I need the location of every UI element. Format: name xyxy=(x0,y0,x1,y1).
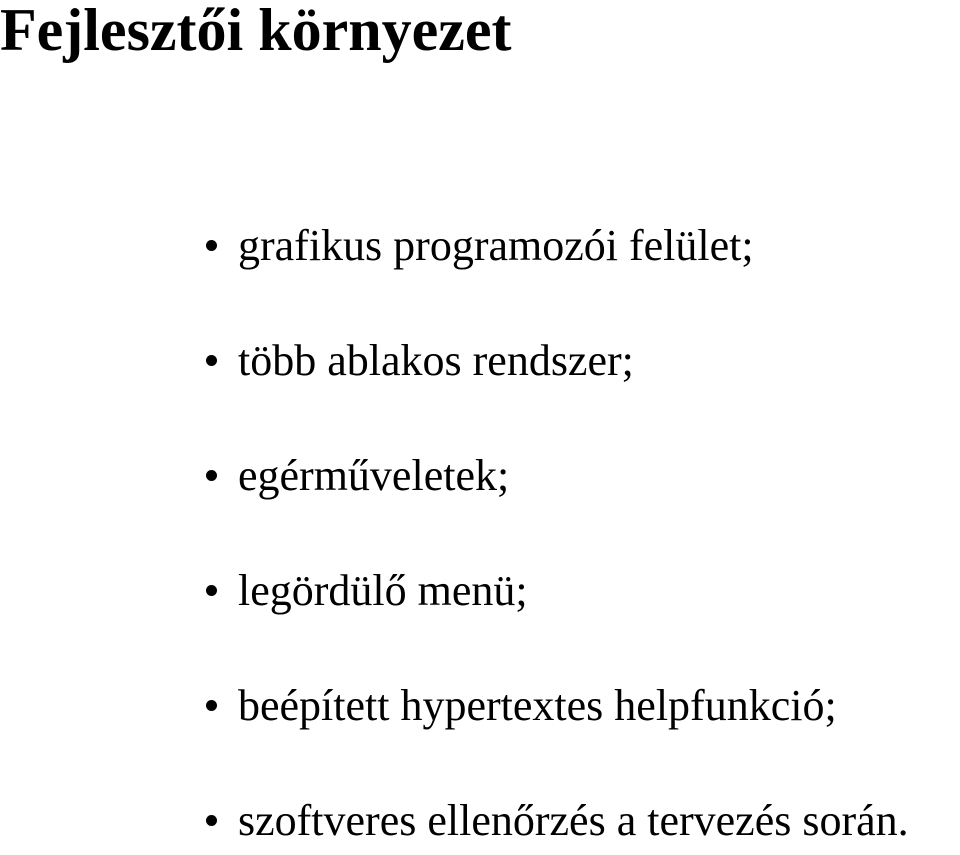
list-item-text: legördülő menü; xyxy=(238,566,528,615)
bullet-dot-icon xyxy=(206,700,217,711)
list-item xyxy=(205,335,909,450)
bullet-dot-icon xyxy=(206,585,217,596)
bullet-list xyxy=(205,220,909,855)
bullet-dot-icon xyxy=(206,355,217,366)
list-item xyxy=(205,220,909,335)
list-item-text: szoftveres ellenőrzés a tervezés során. xyxy=(238,796,909,845)
list-item-text: beépített hypertextes helpfunkció; xyxy=(238,681,837,730)
bullet-dot-icon xyxy=(206,815,217,826)
bullet-dot-icon xyxy=(206,240,217,251)
list-item-text: több ablakos rendszer; xyxy=(238,336,634,385)
list-item-text: grafikus programozói felület; xyxy=(238,221,754,270)
list-item xyxy=(205,450,909,565)
list-item-text: egérműveletek; xyxy=(238,451,510,500)
bullet-dot-icon xyxy=(206,470,217,481)
list-item xyxy=(205,795,909,855)
list-item xyxy=(205,565,909,680)
list-item xyxy=(205,680,909,795)
slide-title: Fejlesztői környezet xyxy=(0,0,512,63)
